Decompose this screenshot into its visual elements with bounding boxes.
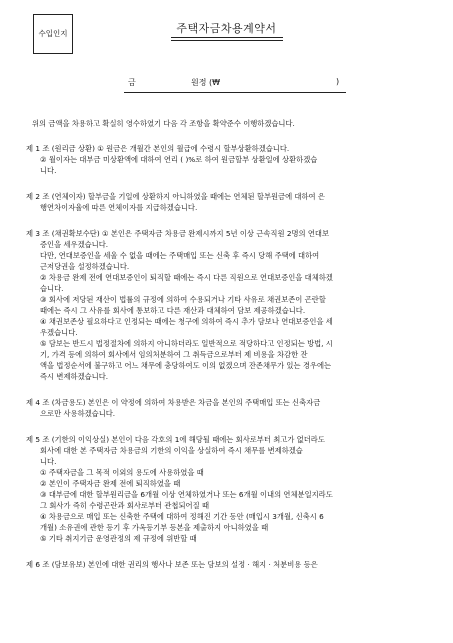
article-line: ③ 대부금에 대한 할부원리금을 6개월 이상 연체하였거나 또는 6개월 이내의 연체분일지라도 (40, 490, 333, 499)
article-line: 즉시 변제하겠습니다. (40, 372, 109, 381)
article-line: 제 4 조 (차금용도) 본인은 이 약정에 의하여 차용받은 차금을 본인의 주택매입 또는 신축자금 (26, 398, 321, 407)
article-line: ⑤ 담보는 반드시 법정절차에 의하지 아니하더라도 일반적으로 적당하다고 인정되는 방법, 시 (40, 339, 333, 348)
article-4 (26, 397, 434, 419)
article-line: 다만, 연대보증인을 세울 수 없을 때에는 주택매입 또는 신축 후 즉시 당해 주택에 대하여 (40, 251, 320, 260)
revenue-stamp-label: 수입인지 (38, 28, 68, 38)
article-6 (26, 559, 434, 570)
article-line: ⑤ 기타 취지기금 운영관정의 제 규정에 위반할 때 (40, 534, 197, 543)
article-line: ② 월이자는 대부금 미상환액에 대하여 연리 ( )%로 하여 원금할부 상환일에 상환하겠습 (40, 155, 318, 164)
intro-paragraph: 위의 금액을 차용하고 확실히 영수하였기 다음 각 조항을 확약준수 이행하겠습니다. (32, 119, 295, 128)
article-2 (26, 191, 434, 213)
amount-won: 원정 (₩ (191, 78, 221, 87)
article-line: ④ 차용금으로 매입 또는 신축한 주택에 대하여 정해진 기간 동안 (매입시 3개월, 신축시 6 (40, 512, 324, 521)
title-underline-double (171, 40, 283, 41)
article-line: 회사에 대한 본 주택자금 차용금의 기한의 이익을 상실하여 즉시 채무를 변제하겠습 (40, 446, 303, 455)
article-line: 그 회사가 즉히 수령곤란과 회사로부터 관첩되어질 때 (40, 501, 209, 510)
title-underline (171, 37, 283, 38)
article-line: 액을 법정순서에 불구하고 어느 채무에 충당하여도 이의 없겠으며 잔존채무가 있는 경우에는 (40, 361, 332, 370)
article-line: 제 2 조 (연체이자) 할부금을 기일에 상환하지 아니하였을 때에는 연체된 할부원금에 대하여 은 (26, 192, 325, 201)
article-line: 으로만 사용하겠습니다. (40, 409, 116, 418)
article-line: 개월) 소유권에 관한 등기 후 가옥등기부 등본을 제출하지 아니하였을 때 (40, 523, 269, 532)
article-line: 제 3 조 (채권확보수단) ① 본인은 주택자금 차용금 완제시까지 5년 이상 근속직원 2명의 연대보 (26, 229, 330, 238)
article-line: 행연차이자율에 따른 연체이자를 지급하겠습니다. (40, 203, 198, 212)
article-5 (26, 434, 434, 544)
article-line: 니다. (40, 166, 57, 175)
document-title: 주택자금차용계약서 (176, 22, 277, 35)
article-1 (26, 143, 434, 176)
amount-underline (124, 92, 346, 93)
article-3 (26, 228, 434, 382)
article-line: 때에는 즉시 그 사유를 회사에 통보하고 다른 재산과 대체하여 담보 제공하겠습니다. (40, 306, 306, 315)
article-line: 우겠습니다. (40, 328, 78, 337)
amount-close: ) (336, 77, 340, 86)
article-line: ② 차용금 완제 전에 연대보증인이 퇴직할 때에는 즉시 다른 직원으로 연대보증인을 대체하겠 (40, 273, 333, 282)
article-line: ② 본인이 주택자금 완제 전에 퇴직하였을 때 (40, 479, 181, 488)
article-line: 근저당권을 설정하겠습니다. (40, 262, 130, 271)
contract-body (26, 118, 434, 585)
article-line: ① 주택자금을 그 목적 이외의 용도에 사용하였을 때 (40, 468, 204, 477)
article-line: 증인을 세우겠습니다. (40, 240, 109, 249)
article-line: 제 1 조 (원리금 상환) ① 원금은 개월간 본인의 월급에 수령시 할부상환하겠습니다. (26, 144, 290, 153)
amount-label: 금 (128, 78, 136, 87)
article-line: 제 6 조 (담보유보) 본인에 대한 권리의 행사나 보존 또는 담보의 설정 · 해지 · 처분비용 등은 (26, 560, 318, 569)
article-line: 습니다. (40, 284, 64, 293)
article-line: 기, 가격 등에 의하여 회사에서 임의처분하여 그 취득금으로부터 제 비용을 차감한 잔 (40, 350, 308, 359)
article-line: 제 5 조 (기한의 이익상실) 본인이 다음 각호의 1에 해당될 때에는 회사로부터 최고가 없더라도 (26, 435, 325, 444)
article-line: 니다. (40, 457, 57, 466)
article-line: ④ 채권보존상 필요하다고 인정되는 때에는 청구에 의하여 즉시 추가 담보나 연대보증인을 세 (40, 317, 333, 326)
article-line: ③ 회사에 저당된 재산이 법률의 규정에 의하여 수용되거나 기타 사유로 채권보존이 곤란할 (40, 295, 326, 304)
